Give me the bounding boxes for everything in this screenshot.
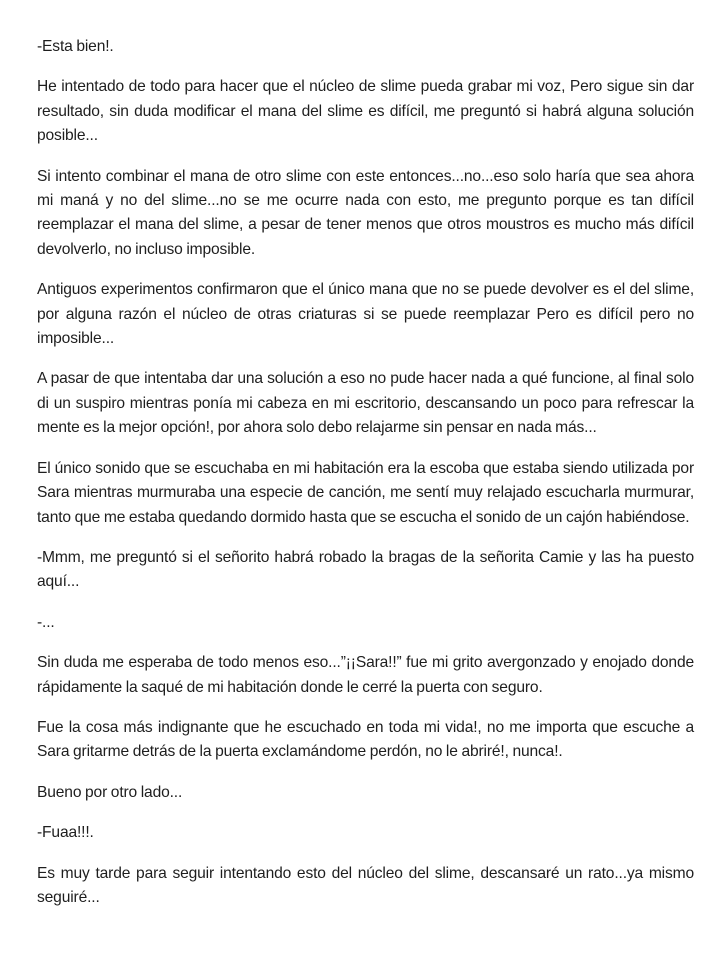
paragraph: Es muy tarde para seguir intentando esto del núcleo del slime, descansaré un rato...ya mismo seguiré... bbox=[37, 864, 694, 906]
paragraph: He intentado de todo para hacer que el núcleo de slime pueda grabar mi voz, Pero sigue sin dar resultado, sin duda modificar el mana del slime es difícil, me preguntó si habrá alguna solución posible... bbox=[37, 78, 694, 145]
paragraph: El único sonido que se escuchaba en mi habitación era la escoba que estaba siendo utilizada por Sara mientras murmuraba una especie de canción, me sentí muy relajado escucharla murmurar, tanto que me estaba quedando dormido hasta que se escucha el sonido de un cajón habiéndose. bbox=[37, 459, 694, 526]
paragraph: Sin duda me esperaba de todo menos eso...”¡¡Sara!!” fue mi grito avergonzado y enojado donde rápidamente la saqué de mi habitación donde le cerré la puerta con seguro. bbox=[37, 654, 694, 696]
paragraph: Si intento combinar el mana de otro slime con este entonces...no...eso solo haría que sea ahora mi maná y no del slime...no se me ocurre nada con esto, me pregunto porque es tan difícil reemplazar el mana del slime, a pesar de tener menos que otros moustros es mucho más difícil devolverlo, no incluso imposible. bbox=[37, 167, 694, 258]
paragraph: A pasar de que intentaba dar una solución a eso no pude hacer nada a qué funcione, al final solo di un suspiro mientras ponía mi cabeza en mi escritorio, descansando un poco para refrescar la mente es la mejor opción!, por ahora solo debo relajarme sin pensar en nada más... bbox=[37, 370, 694, 437]
paragraph: Fue la cosa más indignante que he escuchado en toda mi vida!, no me importa que escuche a Sara gritarme detrás de la puerta exclamándome perdón, no le abriré!, nunca!. bbox=[37, 718, 694, 761]
paragraph: -Esta bien!. bbox=[37, 38, 114, 55]
paragraph: -... bbox=[37, 613, 55, 631]
paragraph: Antiguos experimentos confirmaron que el único mana que no se puede devolver es el del slime, por alguna razón el núcleo de otras criaturas si se puede reemplazar Pero es difícil pero no imposible... bbox=[37, 281, 694, 348]
paragraph: -Fuaa!!!. bbox=[37, 824, 94, 842]
paragraph: Bueno por otro lado... bbox=[37, 783, 183, 801]
paragraph: -Mmm, me preguntó si el señorito habrá robado la bragas de la señorita Camie y las ha puesto aquí... bbox=[37, 548, 694, 591]
